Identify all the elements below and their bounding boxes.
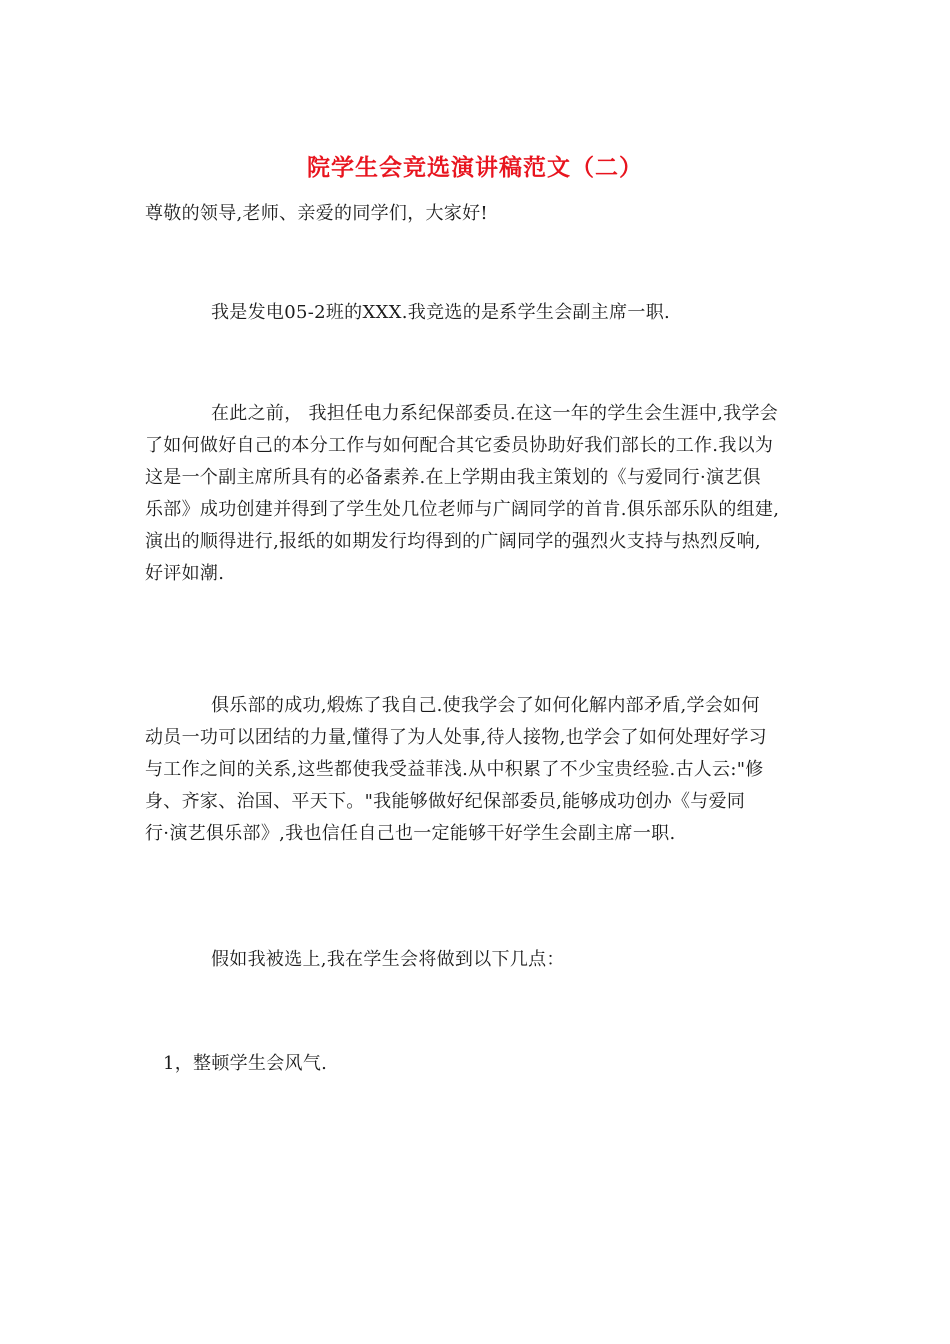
paragraph-line: 了如何做好自己的本分工作与如何配合其它委员协助好我们部长的工作.我以为	[145, 435, 774, 456]
paragraph-line: 好评如潮.	[145, 563, 225, 584]
paragraph-line: 俱乐部的成功,煅炼了我自己.使我学会了如何化解内部矛盾,学会如何	[211, 695, 760, 716]
paragraph-line: 行·演艺俱乐部》,我也信任自己也一定能够干好学生会副主席一职.	[145, 823, 676, 844]
paragraph-line: 与工作之间的关系,这些都使我受益菲浅.从中积累了不少宝贵经验.古人云:"修	[145, 759, 764, 780]
paragraph-2	[145, 398, 825, 590]
numbered-list	[145, 1048, 825, 1080]
greeting-text: 尊敬的领导,老师、亲爱的同学们，大家好!	[145, 203, 488, 224]
paragraph-line: 演出的顺得进行,报纸的如期发行均得到的广阔同学的强烈火支持与热烈反响,	[145, 531, 761, 552]
paragraph-1	[145, 297, 825, 329]
paragraph-line: 在此之前， 我担任电力系纪保部委员.在这一年的学生会生涯中,我学会	[211, 403, 779, 424]
paragraph-4	[145, 944, 825, 976]
greeting	[145, 198, 825, 230]
paragraph-line: 动员一功可以团结的力量,懂得了为人处事,待人接物,也学会了如何处理好学习	[145, 727, 767, 748]
paragraph-line: 假如我被选上,我在学生会将做到以下几点：	[211, 949, 565, 970]
paragraph-line: 乐部》成功创建并得到了学生处几位老师与广阔同学的首肯.俱乐部乐队的组建,	[145, 499, 780, 520]
paragraph-line: 我是发电05-2班的XXX.我竞选的是系学生会副主席一职.	[211, 302, 671, 323]
paragraph-line: 这是一个副主席所具有的必备素养.在上学期由我主策划的《与爱同行·演艺俱	[145, 467, 761, 488]
paragraph-3	[145, 690, 825, 850]
paragraph-line: 身、齐家、治国、平天下。"我能够做好纪保部委员,能够成功创办《与爱同	[145, 791, 746, 812]
list-item: 1，整顿学生会风气.	[163, 1053, 328, 1074]
document-title: 院学生会竞选演讲稿范文（二）	[307, 154, 643, 181]
